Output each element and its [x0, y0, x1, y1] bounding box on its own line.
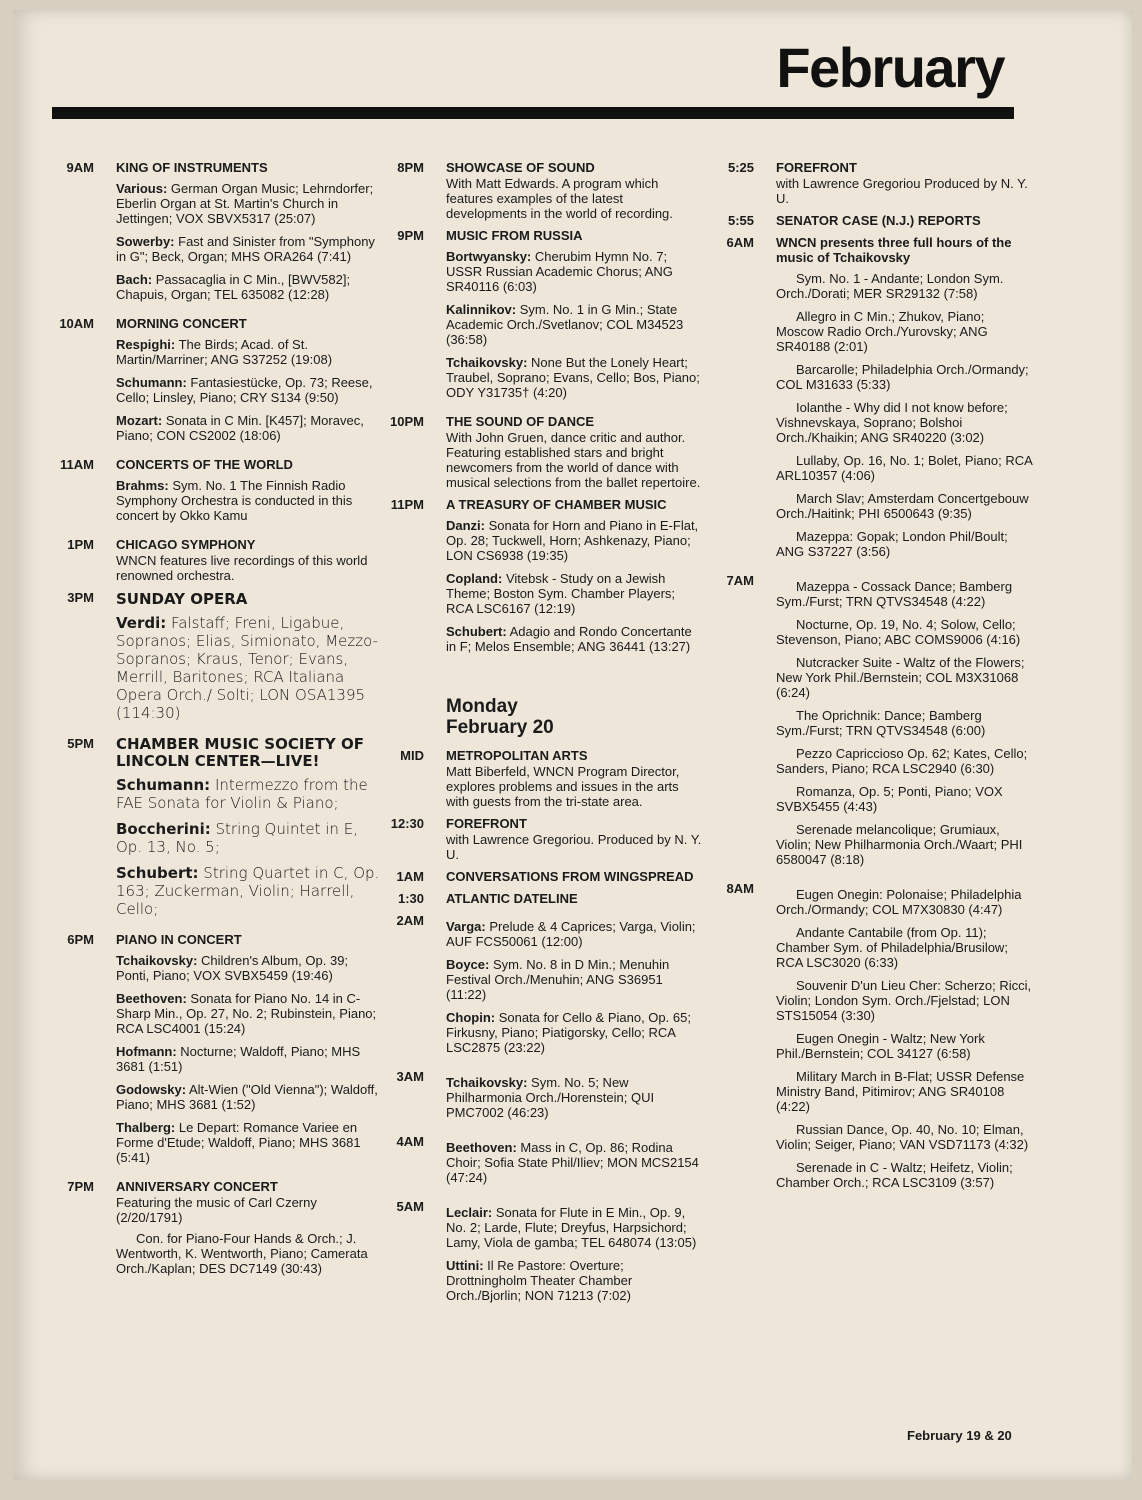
slot-body	[446, 1134, 704, 1193]
program-listing	[776, 925, 1034, 970]
program-listing	[446, 1010, 704, 1055]
magazine-page	[14, 10, 1132, 1480]
day-heading-weekday: Monday	[446, 696, 518, 717]
listing-details: Sonata for Horn and Piano in E-Flat, Op. 28; Tuckwell, Horn; Ashkenazy, Piano; LON CS6938 (19:35)	[446, 518, 699, 563]
slot-time: 7PM	[67, 1179, 94, 1194]
composer-name: Tchaikovsky:	[446, 355, 528, 370]
listing-details: Cherubim Hymn No. 7; USSR Russian Academic Chorus; ANG SR40116 (6:03)	[446, 249, 673, 294]
listing-details: Con. for Piano-Four Hands & Orch.; J. Wentworth, K. Wentworth, Piano; Camerata Orch./Kaplan; DES DC7149 (30:43)	[116, 1231, 368, 1276]
program-title: SENATOR CASE (N.J.) REPORTS	[776, 213, 981, 228]
composer-name: Varga:	[446, 919, 486, 934]
schedule-slot	[50, 316, 380, 451]
slot-body	[116, 590, 380, 730]
listing-details: German Organ Music; Lehrndorfer; Eberlin Organ at St. Martin's Church in Jettingen; VOX SBVX5317 (25:07)	[116, 181, 374, 226]
schedule-slot	[50, 932, 380, 1173]
schedule-slot	[374, 1134, 704, 1193]
schedule-slot	[374, 816, 704, 863]
program-title: A TREASURY OF CHAMBER MUSIC	[446, 497, 667, 512]
listing-details: Fast and Sinister from "Symphony in G"; Beck, Organ; MHS ORA264 (7:41)	[116, 234, 375, 264]
schedule-slot	[374, 869, 704, 885]
listing-details: Sonata for Cello & Piano, Op. 65; Firkusny, Piano; Piatigorsky, Cello; RCA LSC2875 (23:22)	[446, 1010, 691, 1055]
slot-body	[776, 573, 1034, 875]
program-listing	[116, 991, 380, 1036]
slot-body	[446, 228, 704, 408]
schedule-slot	[374, 748, 704, 810]
schedule-slot	[704, 160, 1034, 207]
schedule-slot	[374, 1069, 704, 1128]
listing-details: Sonata for Piano No. 14 in C-Sharp Min., Op. 27, No. 2; Rubinstein, Piano; RCA LSC4001 (15:24)	[116, 991, 377, 1036]
schedule-slot	[704, 881, 1034, 1198]
slot-body	[116, 316, 380, 451]
program-title: METROPOLITAN ARTS	[446, 748, 588, 763]
program-listing	[116, 953, 380, 983]
column-2-sunday	[374, 160, 704, 662]
program-listing	[446, 302, 704, 347]
listing-details: Falstaff; Freni, Ligabue, Sopranos; Elias, Simionato, Mezzo-Sopranos; Kraus, Tenor; Evans, Merrill, Baritones; RCA Italiana Opera Orch./ Solti; LON OSA1395 (114:30)	[116, 614, 378, 722]
slot-time: 5:55	[727, 213, 754, 228]
program-listing	[776, 1069, 1034, 1114]
program-listing	[116, 272, 380, 302]
program-listing	[446, 249, 704, 294]
schedule-slot	[704, 235, 1034, 567]
composer-name: Schubert:	[116, 864, 199, 882]
page-footer: February 19 & 20	[907, 1428, 1012, 1443]
composer-name: Kalinnikov:	[446, 302, 517, 317]
program-listing	[446, 957, 704, 1002]
slot-time: 7AM	[726, 573, 754, 588]
schedule-slot	[50, 736, 380, 926]
listing-details: Eugen Onegin: Polonaise; Philadelphia Orch./Ormandy; COL M7X30830 (4:47)	[776, 887, 1022, 917]
slot-time: 1PM	[67, 537, 94, 552]
program-title: SUNDAY OPERA	[116, 590, 248, 608]
program-listing	[446, 355, 704, 400]
program-listing	[776, 400, 1034, 445]
slot-body	[446, 891, 704, 907]
program-listing	[116, 614, 380, 722]
program-listing	[776, 617, 1034, 647]
program-listing	[776, 822, 1034, 867]
program-listing	[776, 309, 1034, 354]
listing-details: Mazeppa - Cossack Dance; Bamberg Sym./Furst; TRN QTVS34548 (4:22)	[776, 579, 1013, 609]
header-rule	[52, 107, 1014, 119]
slot-body	[776, 235, 1034, 567]
slot-body	[446, 414, 704, 491]
slot-time: 5AM	[396, 1199, 424, 1214]
listing-details: Pezzo Capriccioso Op. 62; Kates, Cello; Sanders, Piano; RCA LSC2940 (6:30)	[776, 746, 1028, 776]
program-listing	[776, 453, 1034, 483]
listing-details: Nocturne, Op. 19, No. 4; Solow, Cello; Stevenson, Piano; ABC COMS9006 (4:16)	[776, 617, 1021, 647]
schedule-slot	[704, 573, 1034, 875]
schedule-slot	[374, 1199, 704, 1311]
listing-details: Serenade in C - Waltz; Heifetz, Violin; Chamber Orch.; RCA LSC3109 (3:57)	[776, 1160, 1013, 1190]
listing-details: Serenade melancolique; Grumiaux, Violin; New Philharmonia Orch./Waart; PHI 6580047 (8:18)	[776, 822, 1023, 867]
composer-name: Brahms:	[116, 478, 169, 493]
slot-body	[116, 1179, 380, 1284]
program-listing	[776, 655, 1034, 700]
slot-body	[446, 160, 704, 222]
listing-details: Passacaglia in C Min., [BWV582]; Chapuis, Organ; TEL 635082 (12:28)	[116, 272, 351, 302]
slot-body	[776, 160, 1034, 207]
program-title: ATLANTIC DATELINE	[446, 891, 578, 906]
program-description: Featuring the music of Carl Czerny (2/20/1791)	[116, 1195, 317, 1225]
program-listing	[446, 919, 704, 949]
program-listing	[116, 375, 380, 405]
program-description: Matt Biberfeld, WNCN Program Director, explores problems and issues in the arts with guests from the tri-state area.	[446, 764, 680, 809]
slot-body	[446, 913, 704, 1063]
schedule-slot	[50, 457, 380, 531]
listing-details: Allegro in C Min.; Zhukov, Piano; Moscow Radio Orch./Yurovsky; ANG SR40188 (2:01)	[776, 309, 988, 354]
program-title: THE SOUND OF DANCE	[446, 414, 595, 429]
slot-time: 1AM	[396, 869, 424, 884]
program-listing	[776, 746, 1034, 776]
program-listing	[776, 708, 1034, 738]
slot-time: 3PM	[67, 590, 94, 605]
listing-details: March Slav; Amsterdam Concertgebouw Orch./Haitink; PHI 6500643 (9:35)	[776, 491, 1029, 521]
day-heading-date: February 20	[446, 717, 554, 738]
program-listing	[776, 1031, 1034, 1061]
masthead-title: February	[776, 36, 1004, 99]
program-title: CONVERSATIONS FROM WINGSPREAD	[446, 869, 694, 884]
program-title: MUSIC FROM RUSSIA	[446, 228, 583, 243]
program-title: KING OF INSTRUMENTS	[116, 160, 268, 175]
slot-time: 3AM	[396, 1069, 424, 1084]
slot-body	[116, 160, 380, 310]
composer-name: Godowsky:	[116, 1082, 187, 1097]
column-3	[704, 160, 1034, 1204]
composer-name: Tchaikovsky:	[116, 953, 198, 968]
program-listing	[776, 529, 1034, 559]
program-title: CONCERTS OF THE WORLD	[116, 457, 293, 472]
column-2	[374, 160, 704, 1317]
slot-time: 9AM	[66, 160, 94, 175]
composer-name: Verdi:	[116, 614, 167, 632]
schedule-slot	[50, 1179, 380, 1284]
slot-body	[446, 1199, 704, 1311]
program-listing	[776, 1122, 1034, 1152]
slot-body	[776, 213, 1034, 229]
listing-details: Sym. No. 8 in D Min.; Menuhin Festival Orch./Menuhin; ANG S36951 (11:22)	[446, 957, 670, 1002]
composer-name: Boccherini:	[116, 820, 211, 838]
slot-body	[116, 736, 380, 926]
slot-time: 10PM	[390, 414, 424, 429]
program-listing	[116, 413, 380, 443]
schedule-slot	[374, 228, 704, 408]
program-listing	[446, 1258, 704, 1303]
program-title: FOREFRONT	[776, 160, 857, 175]
listing-details: Sym. No. 1 in G Min.; State Academic Orch./Svetlanov; COL M34523 (36:58)	[446, 302, 684, 347]
program-title: ANNIVERSARY CONCERT	[116, 1179, 278, 1194]
schedule-slot	[50, 590, 380, 730]
listing-details: Barcarolle; Philadelphia Orch./Ormandy; COL M31633 (5:33)	[776, 362, 1029, 392]
composer-name: Danzi:	[446, 518, 485, 533]
listing-details: The Oprichnik: Dance; Bamberg Sym./Furst; TRN QTVS34548 (6:00)	[776, 708, 986, 738]
slot-time: 12:30	[390, 816, 424, 831]
program-title: WNCN presents three full hours of the music of Tchaikovsky	[776, 235, 1012, 265]
composer-name: Tchaikovsky:	[446, 1075, 528, 1090]
slot-body	[116, 932, 380, 1173]
composer-name: Schumann:	[116, 776, 211, 794]
program-listing	[116, 864, 380, 918]
slot-time: 10AM	[59, 316, 94, 331]
slot-time: 8PM	[397, 160, 424, 175]
program-title: PIANO IN CONCERT	[116, 932, 242, 947]
composer-name: Respighi:	[116, 337, 176, 352]
program-listing	[446, 518, 704, 563]
schedule-slot	[50, 537, 380, 584]
program-listing	[776, 579, 1034, 609]
listing-details: Children's Album, Op. 39; Ponti, Piano; VOX SVBX5459 (19:46)	[116, 953, 349, 983]
program-listing	[446, 571, 704, 616]
composer-name: Beethoven:	[116, 991, 187, 1006]
schedule-slot	[374, 414, 704, 491]
program-description: with Lawrence Gregoriou Produced by N. Y. U.	[776, 176, 1028, 206]
listing-details: Le Depart: Romance Variee en Forme d'Etude; Waldoff, Piano; MHS 3681 (5:41)	[116, 1120, 361, 1165]
listing-details: Mazeppa: Gopak; London Phil/Boult; ANG S37227 (3:56)	[776, 529, 1008, 559]
schedule-slot	[374, 913, 704, 1063]
slot-time: 1:30	[397, 891, 424, 906]
listing-details: Military March in B-Flat; USSR Defense Ministry Band, Pitimirov; ANG SR40108 (4:22)	[776, 1069, 1025, 1114]
listing-details: Il Re Pastore: Overture; Drottningholm Theater Chamber Orch./Bjorlin; NON 71213 (7:02)	[446, 1258, 633, 1303]
listing-details: Souvenir D'un Lieu Cher: Scherzo; Ricci, Violin; London Sym. Orch./Fjelstad; LON STS15054 (3:30)	[776, 978, 1032, 1023]
slot-time: 9PM	[397, 228, 424, 243]
program-listing	[776, 362, 1034, 392]
program-listing	[776, 784, 1034, 814]
program-listing	[776, 271, 1034, 301]
listing-details: Fantasiestücke, Op. 73; Reese, Cello; Linsley, Piano; CRY S134 (9:50)	[116, 375, 373, 405]
slot-body	[446, 869, 704, 885]
listing-details: Mass in C, Op. 86; Rodina Choir; Sofia State Phil/Iliev; MON MCS2154 (47:24)	[446, 1140, 699, 1185]
listing-details: Iolanthe - Why did I not know before; Vishnevskaya, Soprano; Bolshoi Orch./Khaikin; ANG SR40220 (3:02)	[776, 400, 1008, 445]
slot-time: 6PM	[67, 932, 94, 947]
schedule-slot	[374, 891, 704, 907]
slot-time: 8AM	[726, 881, 754, 896]
column-1	[50, 160, 380, 1290]
listing-details: Vitebsk - Study on a Jewish Theme; Boston Sym. Chamber Players; RCA LSC6167 (12:19)	[446, 571, 676, 616]
listing-details: Sym. No. 5; New Philharmonia Orch./Horenstein; QUI PMC7002 (46:23)	[446, 1075, 655, 1120]
listing-details: Prelude & 4 Caprices; Varga, Violin; AUF FCS50061 (12:00)	[446, 919, 696, 949]
composer-name: Beethoven:	[446, 1140, 517, 1155]
program-listing	[446, 1075, 704, 1120]
composer-name: Hofmann:	[116, 1044, 177, 1059]
slot-body	[776, 881, 1034, 1198]
listing-details: The Birds; Acad. of St. Martin/Marriner; ANG S37252 (19:08)	[116, 337, 333, 367]
program-description: WNCN features live recordings of this world renowned orchestra.	[116, 553, 368, 583]
program-description: With John Gruen, dance critic and author. Featuring established stars and bright newcomers from the world of dance with musical selections from the ballet repertoire.	[446, 430, 701, 490]
program-title: MORNING CONCERT	[116, 316, 247, 331]
slot-body	[446, 1069, 704, 1128]
slot-time: 5PM	[67, 736, 94, 751]
listing-details: Alt-Wien ("Old Vienna"); Waldoff, Piano; MHS 3681 (1:52)	[116, 1082, 378, 1112]
listing-details: Sonata in C Min. [K457]; Moravec, Piano; CON CS2002 (18:06)	[116, 413, 364, 443]
listing-details: Romanza, Op. 5; Ponti, Piano; VOX SVBX5455 (4:43)	[776, 784, 1003, 814]
listing-details: Lullaby, Op. 16, No. 1; Bolet, Piano; RCA ARL10357 (4:06)	[776, 453, 1033, 483]
program-listing	[116, 1231, 380, 1276]
composer-name: Bortwyansky:	[446, 249, 532, 264]
slot-time: 5:25	[727, 160, 754, 175]
program-title: SHOWCASE OF SOUND	[446, 160, 595, 175]
listing-details: Intermezzo from the FAE Sonata for Violin & Piano;	[116, 776, 368, 812]
slot-time: MID	[400, 748, 424, 763]
composer-name: Mozart:	[116, 413, 163, 428]
program-description: with Lawrence Gregoriou. Produced by N. Y. U.	[446, 832, 702, 862]
day-heading	[446, 696, 704, 738]
slot-body	[446, 816, 704, 863]
slot-time: 4AM	[396, 1134, 424, 1149]
column-2-monday	[374, 748, 704, 1311]
program-listing	[116, 820, 380, 856]
program-listing	[116, 478, 380, 523]
composer-name: Uttini:	[446, 1258, 484, 1273]
composer-name: Various:	[116, 181, 168, 196]
composer-name: Chopin:	[446, 1010, 496, 1025]
listing-details: Sym. No. 1 The Finnish Radio Symphony Orchestra is conducted in this concert by Okko Kamu	[116, 478, 353, 523]
listing-details: String Quintet in E, Op. 13, No. 5;	[116, 820, 358, 856]
program-listing	[776, 491, 1034, 521]
program-listing	[116, 776, 380, 812]
schedule-slot	[704, 213, 1034, 229]
slot-body	[116, 537, 380, 584]
slot-time: 2AM	[396, 913, 424, 928]
composer-name: Schumann:	[116, 375, 187, 390]
program-listing	[776, 1160, 1034, 1190]
slot-time: 6AM	[726, 235, 754, 250]
program-listing	[116, 1082, 380, 1112]
listing-details: Sonata for Flute in E Min., Op. 9, No. 2; Larde, Flute; Dreyfus, Harpsichord; Lamy, Viola de gamba; TEL 648074 (13:05)	[446, 1205, 697, 1250]
program-listing	[116, 181, 380, 226]
listing-details: Sym. No. 1 - Andante; London Sym. Orch./Dorati; MER SR29132 (7:58)	[776, 271, 1004, 301]
slot-time: 11AM	[60, 457, 94, 472]
program-listing	[446, 624, 704, 654]
slot-body	[446, 497, 704, 662]
program-listing	[116, 1044, 380, 1074]
program-listing	[116, 337, 380, 367]
schedule-slot	[374, 160, 704, 222]
listing-details: None But the Lonely Heart; Traubel, Soprano; Evans, Cello; Bos, Piano; ODY Y31735† (4:20)	[446, 355, 700, 400]
schedule-slot	[374, 497, 704, 662]
composer-name: Sowerby:	[116, 234, 175, 249]
program-listing	[776, 887, 1034, 917]
program-listing	[446, 1140, 704, 1185]
listing-details: Eugen Onegin - Waltz; New York Phil./Bernstein; COL 34127 (6:58)	[776, 1031, 985, 1061]
program-listing	[116, 1120, 380, 1165]
listing-details: Nutcracker Suite - Waltz of the Flowers; New York Phil./Bernstein; COL M3X31068 (6:24)	[776, 655, 1025, 700]
schedule-slot	[50, 160, 380, 310]
program-listing	[776, 978, 1034, 1023]
listing-details: Andante Cantabile (from Op. 11); Chamber Sym. of Philadelphia/Brusilow; RCA LSC3020 (6:33)	[776, 925, 1008, 970]
composer-name: Boyce:	[446, 957, 490, 972]
program-title: CHAMBER MUSIC SOCIETY OF LINCOLN CENTER—LIVE!	[116, 735, 364, 770]
listing-details: Adagio and Rondo Concertante in F; Melos Ensemble; ANG 36441 (13:27)	[446, 624, 692, 654]
listing-details: String Quartet in C, Op. 163; Zuckerman, Violin; Harrell, Cello;	[116, 864, 380, 918]
slot-time: 11PM	[390, 497, 424, 512]
program-title: FOREFRONT	[446, 816, 527, 831]
program-title: CHICAGO SYMPHONY	[116, 537, 256, 552]
composer-name: Thalberg:	[116, 1120, 176, 1135]
composer-name: Bach:	[116, 272, 153, 287]
listing-details: Nocturne; Waldoff, Piano; MHS 3681 (1:51)	[116, 1044, 361, 1074]
listing-details: Russian Dance, Op. 40, No. 10; Elman, Violin; Seiger, Piano; VAN VSD71173 (4:32)	[776, 1122, 1029, 1152]
slot-body	[116, 457, 380, 531]
program-listing	[116, 234, 380, 264]
composer-name: Schubert:	[446, 624, 507, 639]
composer-name: Copland:	[446, 571, 503, 586]
program-description: With Matt Edwards. A program which features examples of the latest developments in the world of recording.	[446, 176, 673, 221]
slot-body	[446, 748, 704, 810]
program-listing	[446, 1205, 704, 1250]
composer-name: Leclair:	[446, 1205, 493, 1220]
